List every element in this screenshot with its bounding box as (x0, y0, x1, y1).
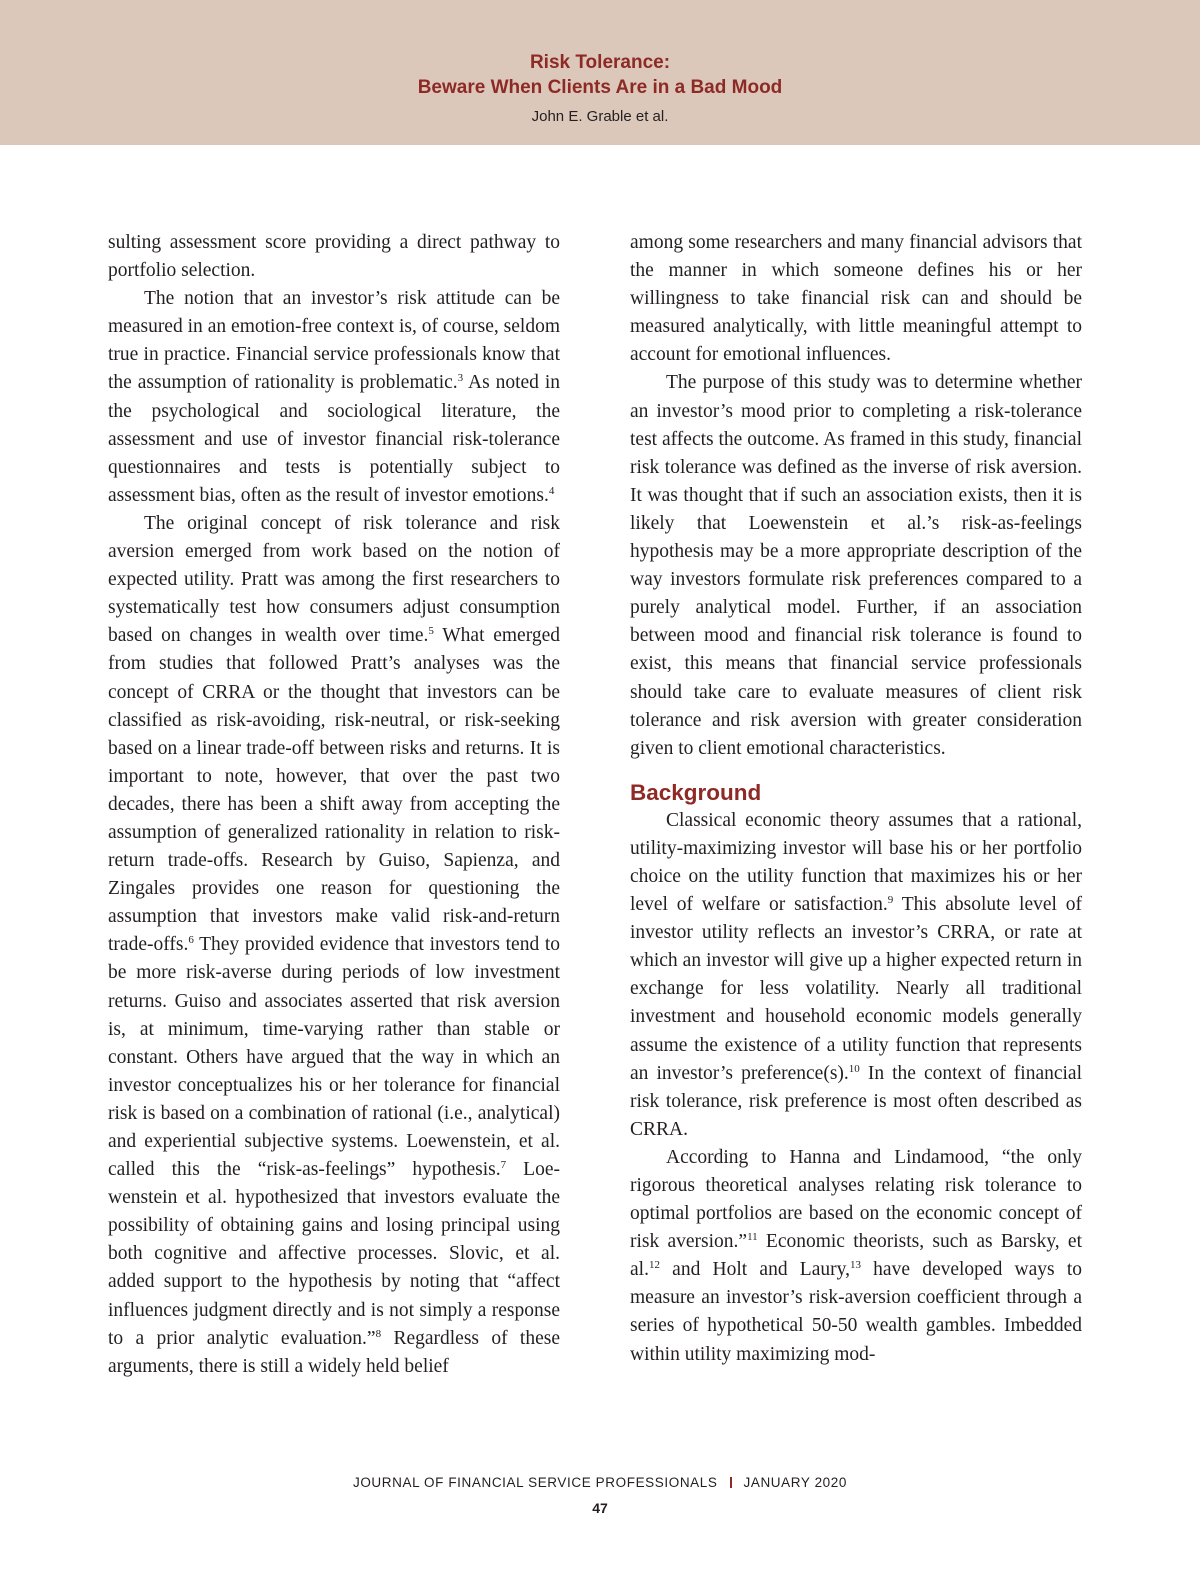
article-author: John E. Grable et al. (531, 108, 669, 125)
paragraph-text: This absolute level of investor utility reflects an investor’s CRRA, or rate at which an investor will give up a higher expected return in exchange for less volatility. Nearly all traditional investment and household economic models generally assume the existence of a utility function that represents an investor’s preference(s). (630, 894, 1082, 1084)
paragraph: among some researchers and many financial advisors that the manner in which someone defines his or her willingness to take financial risk can and should be measured analytically, with little meaningful attempt to account for emotional influences. (630, 232, 1082, 366)
paragraph: The purpose of this study was to determine whether an investor’s mood prior to completing a risk-tolerance test affects the outcome. As framed in this study, financial risk tolerance was defined as the inverse of risk aversion. It was thought that if such an association exists, then it is likely that Loewenstein et al.’s risk-as-feelings hypothesis may be a more appropriate description of the way investors formulate risk preferences compared to a purely analytical model. Further, if an association between mood and financial risk tolerance is found to exist, this means that financial service professionals should take care to evaluate measures of client risk tolerance and risk aversion with greater consideration given to client emotional characteristics. (630, 372, 1082, 759)
left-column (108, 229, 560, 1381)
running-header (0, 0, 1200, 145)
footnote-ref: 8 (375, 1327, 382, 1340)
section-heading: Background (630, 779, 762, 805)
footnote-ref: 13 (849, 1259, 861, 1272)
right-column (630, 229, 1082, 1369)
paragraph (108, 285, 560, 510)
footnote-ref: 10 (848, 1062, 860, 1075)
footnote-ref: 4 (548, 484, 555, 497)
paragraph-text: According to Hanna and Lindamood, “the only rigorous theoretical analyses relating risk tolerance to optimal portfolios are based on the economic concept of risk aversion.” (630, 1146, 1082, 1253)
paragraph-text: Loewenstein et al. hypothesized that investors evaluate the possibility of obtaining gains and losing principal using both cognitive and affective processes. Slovic, et al. added support to the hypothesis by noting that “affect influences judgment directly and is not simply a response to a prior analytic evaluation.” (108, 1159, 560, 1349)
paragraph-text: The original concept of risk tolerance and risk aversion emerged from work based on the notion of expected utility. Pratt was among the first researchers to systematically test how consumers adjust consumption based on changes in wealth over time. (108, 512, 560, 647)
footnote-ref: 3 (457, 372, 464, 385)
paragraph (108, 510, 560, 1381)
footnote-ref: 6 (188, 934, 194, 947)
paragraph-text: In the context of financial risk tolerance, risk preference is most often described as CRRA. (630, 1062, 1082, 1140)
paragraph-text: What emerged from studies that followed Pratt’s analyses was the concept of CRRA or the thought that investors can be classified as risk-avoiding, risk-neutral, or risk-seeking based on a linear trade-off between risks and returns. It is important to note, however, that over the past two decades, there has been a shift away from accepting the assumption of generalized rationality in relation to risk-return trade-offs. Research by Guiso, Sapienza, and Zingales provides one reason for questioning the assumption that investors make valid risk-and-return trade-offs. (108, 625, 560, 956)
paragraph (630, 807, 1082, 1144)
footnote-ref: 7 (500, 1159, 507, 1172)
paragraph-text: Regardless of these arguments, there is still a widely held belief (108, 1327, 561, 1377)
paragraph-text: have developed ways to measure an investor’s risk-aversion coefficient through a series of hypothetical 50-50 wealth gambles. Imbedded within utility maximizing mod- (630, 1259, 1082, 1365)
article-title-line1: Risk Tolerance: (529, 52, 671, 73)
footnote-ref: 12 (648, 1259, 660, 1272)
running-footer (0, 1475, 1200, 1490)
article-title-line2: Beware When Clients Are in a Bad Mood (417, 77, 783, 98)
paragraph-text: As noted in the psychological and sociological literature, the assessment and use of investor financial risk-tolerance questionnaires and tests is potentially subject to assessment bias, often as the result of investor emotions. (108, 372, 560, 506)
footnote-ref: 9 (887, 894, 894, 907)
footer-separator (730, 1477, 732, 1488)
page-number: 47 (592, 1500, 608, 1516)
footnote-ref: 11 (747, 1231, 758, 1244)
paragraph-text: Classical economic theory assumes that a rational, utility-maximizing investor will base his or her portfolio choice on the utility function that maximizes his or her level of welfare or satisfaction. (630, 809, 1082, 916)
paragraph-text: The notion that an investor’s risk attitude can be measured in an emotion-free context is, of course, seldom true in practice. Financial service professionals know that the assumption of rationality is problematic. (108, 288, 560, 394)
paragraph-text: Economic theorists, such as Barsky, et al. (630, 1231, 1082, 1281)
paragraph: sulting assessment score providing a direct pathway to portfolio selection. (108, 232, 560, 282)
paragraph-text: They provided evidence that investors tend to be more risk-averse during periods of low investment returns. Guiso and associates asserted that risk aversion is, at minimum, time-varying rather than stable or constant. Others have argued that the way in which an investor conceptualizes his or her tolerance for financial risk is based on a combination of rational (i.e., analytical) and experiential subjective systems. Loewenstein, et al. called this the “risk-as-feelings” hypothesis. (108, 934, 560, 1181)
footnote-ref: 5 (428, 625, 434, 638)
paragraph (630, 1144, 1082, 1369)
issue-date: JANUARY 2020 (743, 1475, 848, 1490)
paragraph-text: and Holt and Laury, (659, 1259, 850, 1281)
journal-name: JOURNAL OF FINANCIAL SERVICE PROFESSIONALS (352, 1475, 718, 1490)
